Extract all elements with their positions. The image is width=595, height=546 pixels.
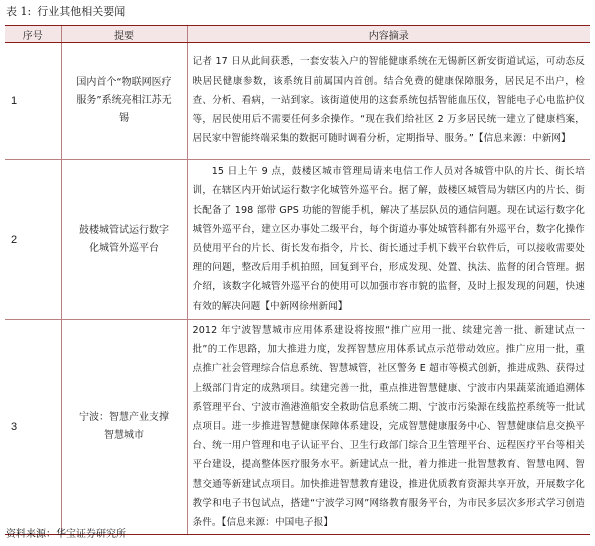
header-summary: 提要 <box>61 26 187 43</box>
row-content: 2012 年宁波智慧城市应用体系建设将按照“推广应用一批、续建完善一批、新建试点一批”的工作思路，加大推进力度，发挥智慧应用体系试点示范带动效应。推广应用一批，重点推广社会管理综合信息系统、智慧城管，社区警务 E 超市等模式创新，推进成熟、获得过上级部门肯定的成熟项目。续建完善一批，重点推进智慧健康、宁波市内果蔬菜流通追溯体系管理平台、宁波市渔港渔船安全救助信息系统二期、宁波市污染源在线监控系统等一批试点项目。进一步推进智慧健康保障体系建设，完成智慧健康服务中心、智慧健康信息交换平台、统一用户管理和电子认证平台、卫生行政部门综合卫生管理平台、远程医疗平台等相关平台建设，提高整体医疗服务水平。新建试点一批，着力推进一批智慧教育、智慧电网、智慧交通等新建试点项目。加快推进智慧教育建设，推进优质教育资源共享开放，开展数字化教学和电子书包试点，搭建“宁波学习网”网络教育服务平台，为市民多层次多形式学习创造条件。【信息来源：中国电子报】 <box>187 320 590 535</box>
row-summary: 国内首个“物联网医疗服务”系统亮相江苏无锡 <box>61 43 187 160</box>
table-row <box>5 160 590 320</box>
row-index: 1 <box>5 43 61 160</box>
table-row <box>5 43 590 160</box>
news-table <box>5 25 590 535</box>
caption-label: 表 1: <box>6 5 32 18</box>
row-summary: 鼓楼城管试运行数字化城管外巡平台 <box>61 160 187 320</box>
table-caption <box>6 4 125 20</box>
row-summary: 宁波：智慧产业支撑智慧城市 <box>61 320 187 535</box>
header-content: 内容摘录 <box>187 26 590 43</box>
header-index: 序号 <box>5 26 61 43</box>
table-header-row <box>5 26 590 43</box>
source-note: 资料来源：华宝证券研究所 <box>6 529 126 540</box>
caption-title: 行业其他相关要闻 <box>37 5 126 18</box>
row-index: 3 <box>5 320 61 535</box>
row-index: 2 <box>5 160 61 320</box>
row-content: 15 日上午 9 点，鼓楼区城市管理局请来电信工作人员对各城管中队的片长、街长培训，在辖区内开始试运行数字化城管外巡平台。据了解，鼓楼区城管局为辖区内的片长、街长配备了 198 部带 GPS 功能的智能手机，解决了基层队员的通信问题。现在试运行数字化城管外巡平台，建立区办事处二级平台，每个街道办事处城管科都有外巡平台，数字化操作员使用平台的片长、街长发布指令，片长、街长通过手机下载平台软件后，可以接收需要处理的问题，整改后用手机拍照，回复到平台，形成发现、处置、执法、监督的闭合管理。据介绍，该数字化城管外巡平台的使用可以加强市容市貌的监督，及时上报发现的问题，快速有效的解决问题【中新网徐州新闻】 <box>187 160 590 320</box>
table-row <box>5 320 590 535</box>
row-content: 记者 17 日从此间获悉，一套安装入户的智能健康系统在无锡新区新安街道试运，可动态反映居民健康参数，该系统目前属国内首创。结合免费的健康保障服务，居民足不出户，检查、分析、看病，一站到家。该街道使用的这套系统包括智能血压仪，智能电子心电监护仪等，居民使用后不需要任何多余操作。“现在我们给社区 2 万多居民统一建立了健康档案，居民家中智能终端采集的数据可随时调看分析，定期指导、服务。”【信息来源：中新网】 <box>187 43 590 160</box>
